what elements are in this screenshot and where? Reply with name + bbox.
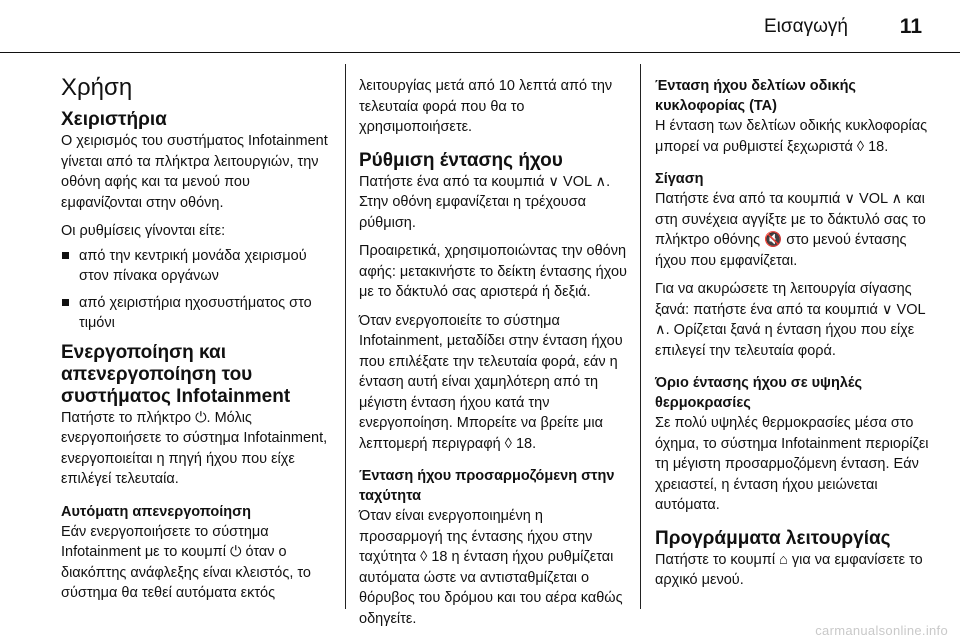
paragraph-auto-off: Εάν ενεργοποιήσετε το σύστημα Infotainment με το κουμπί ⏻ όταν ο διακόπτης ανάφλεξης είναι κλειστός, το σύστημα θα τεθεί αυτόματα εκτός (61, 523, 311, 601)
paragraph-speed-volume: Όταν είναι ενεργοποιημένη η προσαρμογή της έντασης ήχου στην ταχύτητα ◊ 18 η ένταση ήχου ρυθμίζεται αυτόματα ώστε να αντισταθμίζεται ο θόρυβος του δρόμου και του αέρα καθώς οδηγείτε. (359, 508, 623, 627)
watermark: carmanualsonline.info (815, 623, 948, 638)
page-number: 11 (899, 15, 922, 38)
column-2 (359, 76, 629, 629)
heading-temperature-limit: Όριο έντασης ήχου σε υψηλές θερμοκρασίες (655, 375, 862, 411)
heading-volume: Ρύθμιση έντασης ήχου (359, 149, 563, 171)
section-title-usage: Χρήση (61, 74, 133, 101)
settings-list (61, 246, 331, 334)
heading-operating-modes: Προγράμματα λειτουργίας (655, 527, 891, 549)
header-divider (0, 52, 960, 53)
header-title: Εισαγωγή (763, 16, 848, 37)
paragraph-operating-modes: Πατήστε το κουμπί ⌂ για να εμφανίσετε το αρχικό μενού. (655, 551, 923, 588)
column-1 (61, 74, 331, 604)
paragraph-controls: Ο χειρισμός του συστήματος Infotainment γίνεται από τα πλήκτρα λειτουργιών, την οθόνη αφής και τα μενού που εμφανίζονται στην οθόνη. (61, 133, 328, 211)
heading-controls: Χειριστήρια (61, 109, 167, 130)
paragraph-on-off: Πατήστε το πλήκτρο ⏻. Μόλις ενεργοποιήσετε το σύστημα Infotainment, ενεργοποιείται η πηγή ήχου που είχε επιλέγεί τελευταία. (61, 409, 328, 487)
heading-mute: Σίγαση (655, 171, 704, 187)
page-header (0, 0, 960, 52)
paragraph-volume-2: Προαιρετικά, χρησιμοποιώντας την οθόνη αφής: μετακινήστε το δείκτη έντασης ήχου με το δάκτυλό σας αριστερά ή δεξιά. (359, 243, 627, 300)
paragraph-settings: Οι ρυθμίσεις γίνονται είτε: (61, 223, 226, 239)
heading-on-off: Ενεργοποίηση και απενεργοποίηση του συστήματος Infotainment (61, 341, 291, 407)
heading-speed-volume: Ένταση ήχου προσαρμοζόμενη στην ταχύτητα (359, 468, 615, 504)
list-item: από την κεντρική μονάδα χειρισμού στον πίνακα οργάνων (61, 246, 331, 287)
column-divider-2 (640, 64, 641, 609)
column-3 (655, 76, 930, 591)
paragraph-traffic-announcements: Η ένταση των δελτίων οδικής κυκλοφορίας μπορεί να ρυθμιστεί ξεχωριστά ◊ 18. (655, 118, 928, 155)
paragraph-volume-3: Όταν ενεργοποιείτε το σύστημα Infotainment, μεταδίδει στην ένταση ήχου που επιλέξατε την τελευταία φορά, εάν η ένταση αυτή είναι χαμηλότερη από τη μέγιστη ένταση ήχου κατά την ενεργοποίηση. Μπορείτε να βρείτε μια λεπτομερή περιγραφή ◊ 18. (359, 312, 623, 452)
list-item: από χειριστήρια ηχοσυστήματος στο τιμόνι (61, 293, 331, 334)
heading-traffic-announcements: Ένταση ήχου δελτίων οδικής κυκλοφορίας (TA) (655, 78, 856, 114)
column-divider-1 (345, 64, 346, 609)
paragraph-mute-1: Πατήστε ένα από τα κουμπιά ∨ VOL ∧ και στη συνέχεια αγγίξτε με το δάκτυλό σας το πλήκτρο οθόνης 🔇 στο μενού έντασης ήχου που εμφανίζεται. (655, 191, 926, 269)
paragraph-temperature-limit: Σε πολύ υψηλές θερμοκρασίες μέσα στο όχημα, το σύστημα Infotainment περιορίζει τη μέγιστη προσαρμοζόμενη ένταση. Εάν χρειαστεί, η ένταση ήχου μειώνεται αυτόματα. (655, 415, 929, 513)
paragraph-mute-2: Για να ακυρώσετε τη λειτουργία σίγασης ξανά: πατήστε ένα από τα κουμπιά ∨ VOL ∧. Ορίζεται ξανά η ένταση ήχου που είχε επιλεγεί την τελευταία φορά. (655, 281, 926, 359)
heading-auto-off: Αυτόματη απενεργοποίηση (61, 503, 251, 520)
paragraph-auto-off-cont: λειτουργίας μετά από 10 λεπτά από την τελευταία φορά που θα το χρησιμοποιήσετε. (359, 78, 613, 135)
paragraph-volume-1: Πατήστε ένα από τα κουμπιά ∨ VOL ∧. Στην οθόνη εμφανίζεται η τρέχουσα ρύθμιση. (359, 173, 611, 231)
